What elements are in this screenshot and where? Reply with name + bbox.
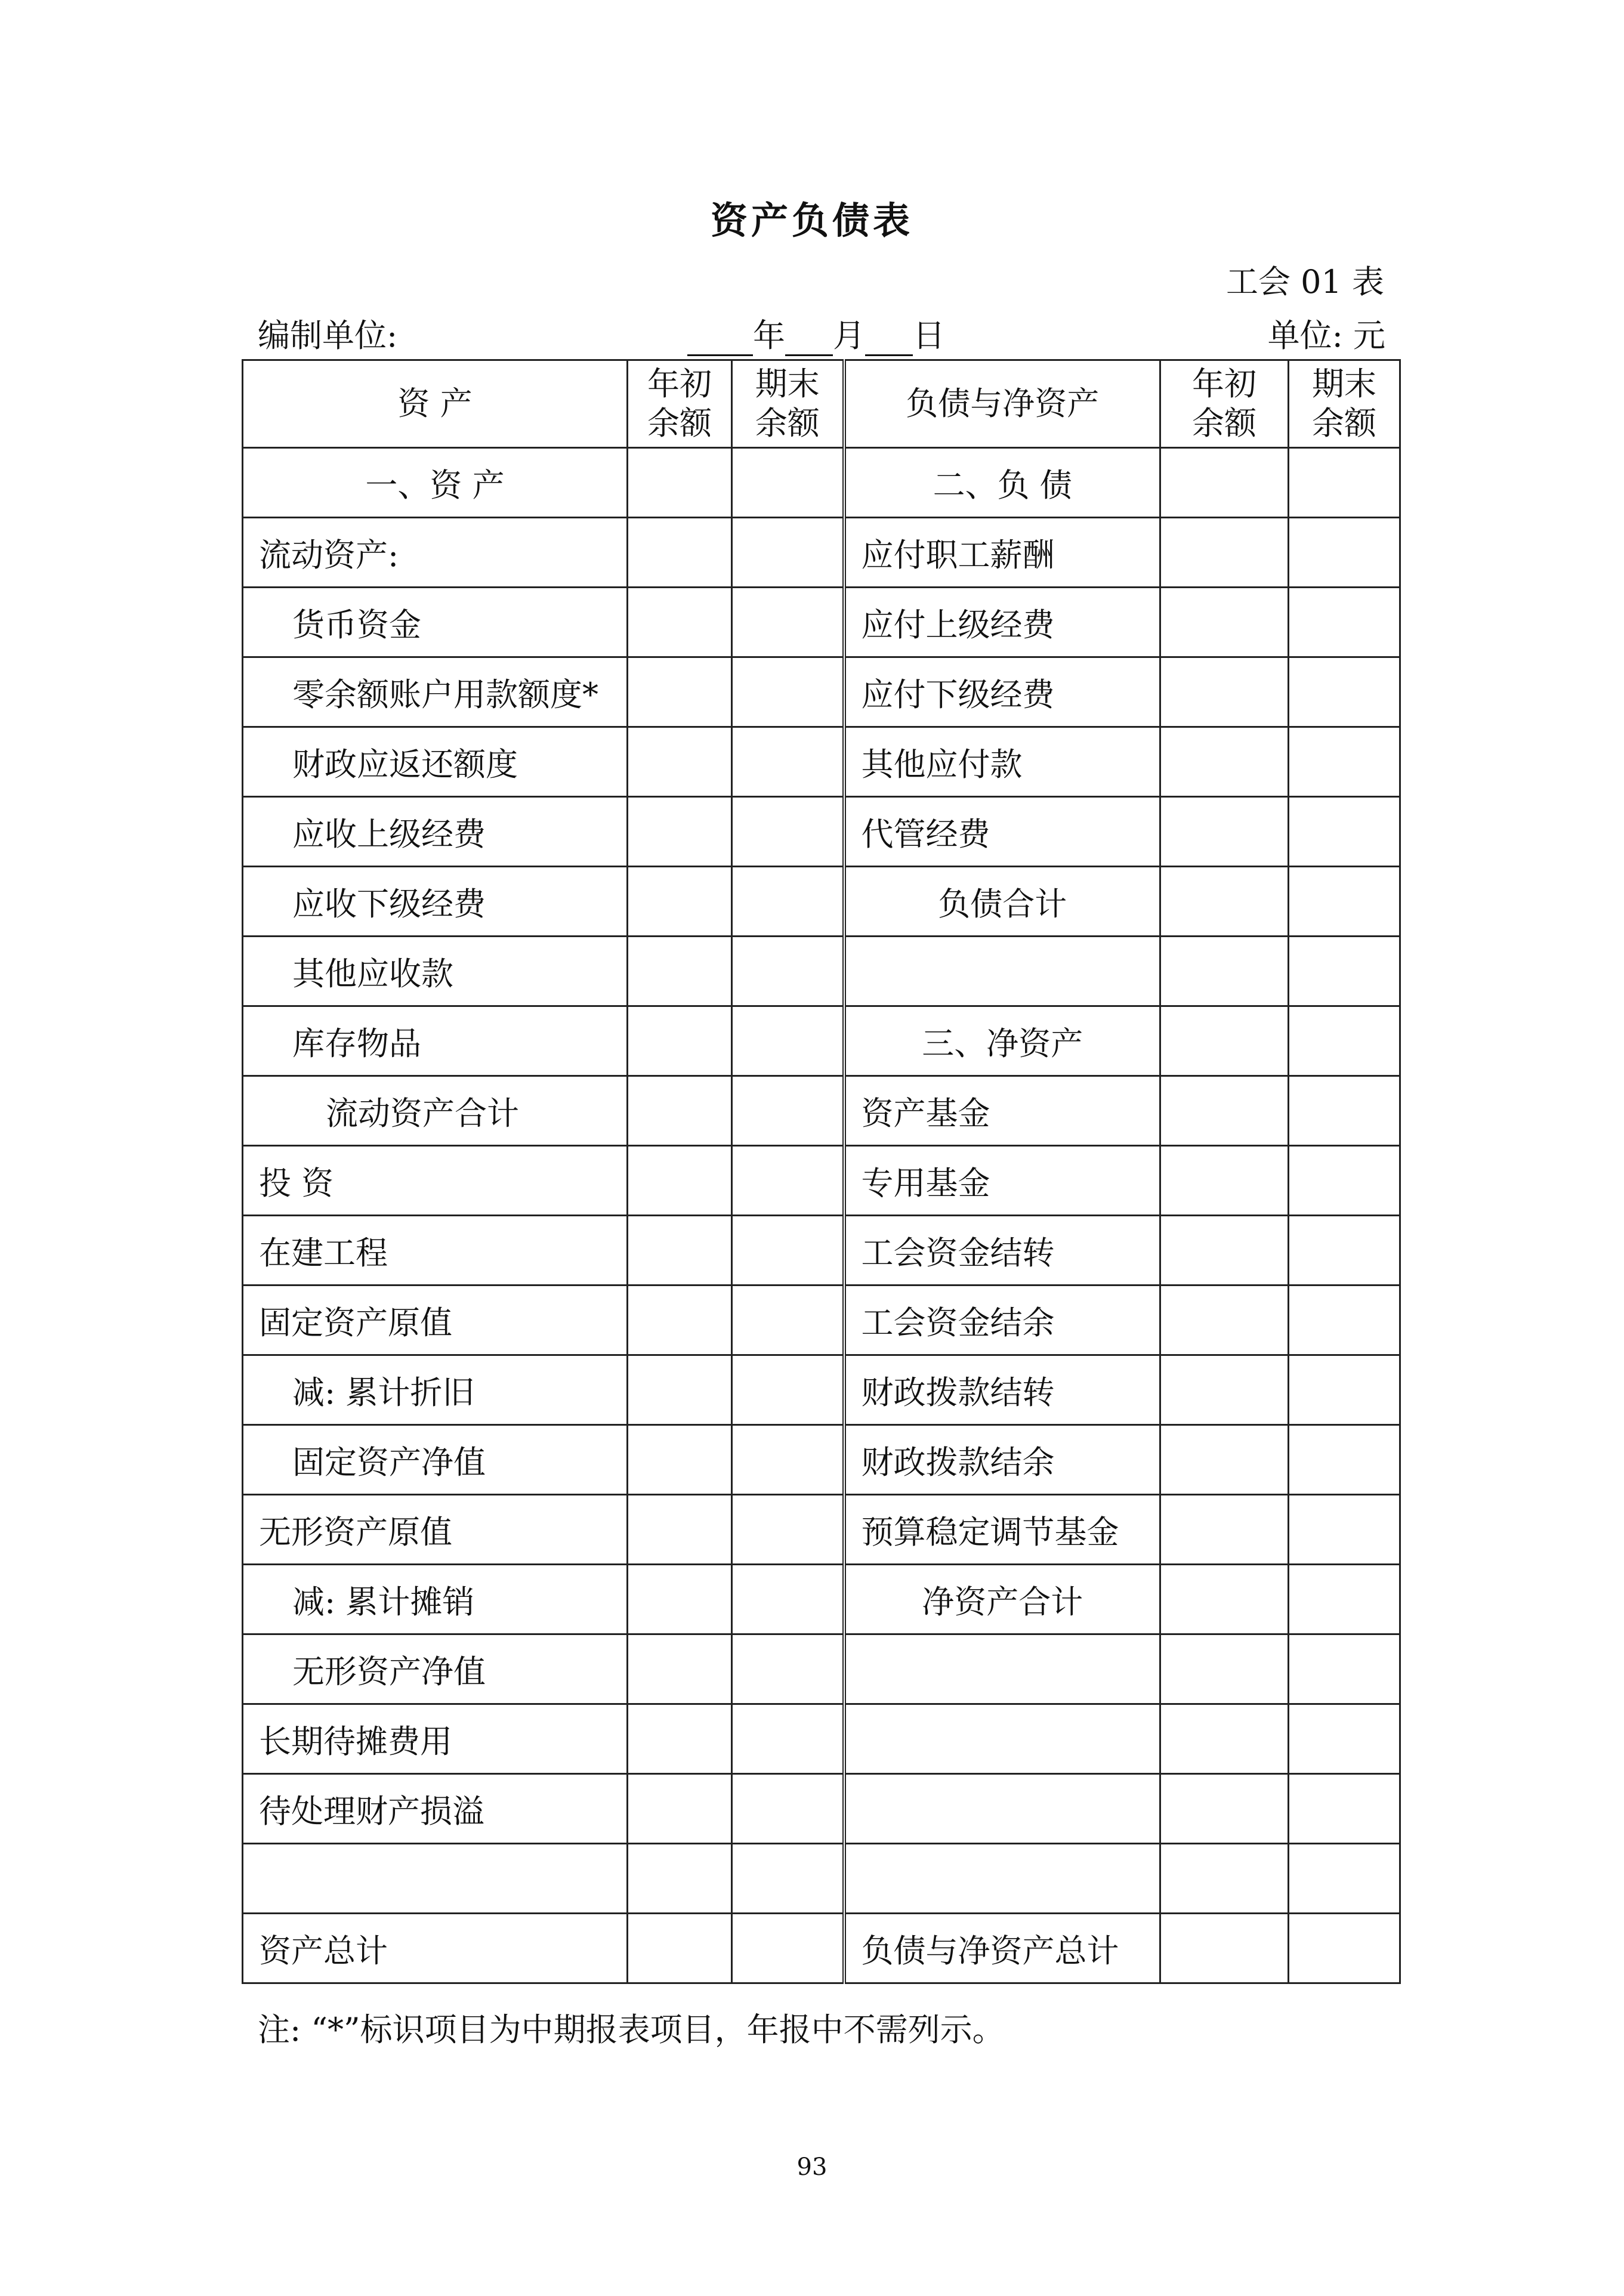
liability-item: 其他应付款 (844, 727, 1160, 797)
header-liabilities: 负债与净资产 (844, 360, 1160, 448)
table-row (243, 1355, 1400, 1425)
asset-begin-value (628, 797, 732, 867)
table-row (243, 1076, 1400, 1146)
liability-end-value (1289, 1425, 1400, 1495)
table-row (243, 1914, 1400, 1983)
liability-end-value (1289, 1914, 1400, 1983)
asset-end-value (732, 1425, 844, 1495)
header-begin-balance: 年初 余额 (628, 360, 732, 448)
table-row (243, 1844, 1400, 1914)
asset-end-value (732, 448, 844, 518)
table-row (243, 797, 1400, 867)
liability-end-value (1289, 448, 1400, 518)
table-row (243, 867, 1400, 937)
compiler-label: 编制单位: (258, 317, 398, 354)
asset-begin-value (628, 1704, 732, 1774)
liability-end-value (1289, 937, 1400, 1006)
asset-begin-value (628, 518, 732, 588)
liability-item: 负债合计 (844, 867, 1160, 937)
table-row (243, 1634, 1400, 1704)
liability-item: 财政拨款结转 (844, 1355, 1160, 1425)
asset-begin-value (628, 1844, 732, 1914)
asset-end-value (732, 867, 844, 937)
liability-begin-value (1160, 727, 1289, 797)
liability-item: 财政拨款结余 (844, 1425, 1160, 1495)
table-row (243, 518, 1400, 588)
liability-item (844, 937, 1160, 1006)
liability-begin-value (1160, 1146, 1289, 1216)
footnote: 注: “*”标识项目为中期报表项目，年报中不需列示。 (258, 2011, 1005, 2048)
liability-begin-value (1160, 518, 1289, 588)
asset-end-value (732, 1076, 844, 1146)
asset-begin-value (628, 1146, 732, 1216)
asset-begin-value (628, 1355, 732, 1425)
header-end-balance-2: 期末 余额 (1289, 360, 1400, 448)
form-code: 工会 01 表 (1225, 263, 1384, 301)
liability-begin-value (1160, 1495, 1289, 1565)
asset-end-value (732, 588, 844, 657)
asset-end-value (732, 518, 844, 588)
asset-begin-value (628, 1774, 732, 1844)
asset-item: 待处理财产损溢 (243, 1774, 628, 1844)
asset-item: 货币资金 (243, 588, 628, 657)
day-blank (865, 323, 913, 356)
liability-item: 工会资金结转 (844, 1216, 1160, 1285)
day-label: 日 (913, 317, 945, 354)
asset-begin-value (628, 867, 732, 937)
asset-item: 减: 累计折旧 (243, 1355, 628, 1425)
balance-sheet-table (242, 359, 1401, 1984)
asset-begin-value (628, 1914, 732, 1983)
liability-end-value (1289, 727, 1400, 797)
year-blank (687, 323, 753, 356)
liability-end-value (1289, 518, 1400, 588)
asset-begin-value (628, 1634, 732, 1704)
liability-begin-value (1160, 797, 1289, 867)
asset-begin-value (628, 1006, 732, 1076)
table-row (243, 1146, 1400, 1216)
page-number: 93 (796, 2153, 828, 2181)
table-row (243, 1495, 1400, 1565)
liability-item: 代管经费 (844, 797, 1160, 867)
liability-item: 应付下级经费 (844, 657, 1160, 727)
liability-begin-value (1160, 867, 1289, 937)
liability-item: 净资产合计 (844, 1565, 1160, 1634)
liability-begin-value (1160, 937, 1289, 1006)
asset-item: 其他应收款 (243, 937, 628, 1006)
asset-end-value (732, 937, 844, 1006)
liability-begin-value (1160, 1634, 1289, 1704)
liability-end-value (1289, 1076, 1400, 1146)
liability-begin-value (1160, 588, 1289, 657)
asset-begin-value (628, 1076, 732, 1146)
asset-end-value (732, 1844, 844, 1914)
liability-item: 工会资金结余 (844, 1285, 1160, 1355)
liability-begin-value (1160, 1704, 1289, 1774)
asset-item: 应收上级经费 (243, 797, 628, 867)
liability-end-value (1289, 1355, 1400, 1425)
liability-end-value (1289, 657, 1400, 727)
liability-item (844, 1774, 1160, 1844)
asset-end-value (732, 1914, 844, 1983)
liability-end-value (1289, 1006, 1400, 1076)
asset-begin-value (628, 1216, 732, 1285)
asset-item (243, 1844, 628, 1914)
liability-item: 负债与净资产总计 (844, 1914, 1160, 1983)
table-row (243, 1565, 1400, 1634)
liability-end-value (1289, 1146, 1400, 1216)
liability-end-value (1289, 1774, 1400, 1844)
liability-end-value (1289, 797, 1400, 867)
asset-item: 一、资 产 (243, 448, 628, 518)
asset-begin-value (628, 937, 732, 1006)
liability-begin-value (1160, 1076, 1289, 1146)
liability-end-value (1289, 1216, 1400, 1285)
liability-begin-value (1160, 1216, 1289, 1285)
asset-item: 库存物品 (243, 1006, 628, 1076)
asset-end-value (732, 1634, 844, 1704)
asset-begin-value (628, 1495, 732, 1565)
asset-item: 零余额账户用款额度* (243, 657, 628, 727)
asset-item: 流动资产: (243, 518, 628, 588)
table-row (243, 1704, 1400, 1774)
asset-begin-value (628, 1285, 732, 1355)
asset-item: 减: 累计摊销 (243, 1565, 628, 1634)
asset-end-value (732, 1565, 844, 1634)
liability-begin-value (1160, 448, 1289, 518)
asset-end-value (732, 797, 844, 867)
asset-item: 在建工程 (243, 1216, 628, 1285)
asset-item: 流动资产合计 (243, 1076, 628, 1146)
liability-begin-value (1160, 1565, 1289, 1634)
unit-label: 单位: 元 (1267, 317, 1385, 354)
asset-begin-value (628, 448, 732, 518)
liability-item: 二、负 债 (844, 448, 1160, 518)
table-row (243, 1006, 1400, 1076)
liability-begin-value (1160, 1914, 1289, 1983)
asset-item: 固定资产原值 (243, 1285, 628, 1355)
table-row (243, 727, 1400, 797)
table-row (243, 588, 1400, 657)
asset-end-value (732, 1355, 844, 1425)
liability-begin-value (1160, 1425, 1289, 1495)
liability-end-value (1289, 1844, 1400, 1914)
table-row (243, 1774, 1400, 1844)
liability-begin-value (1160, 1844, 1289, 1914)
asset-item: 应收下级经费 (243, 867, 628, 937)
asset-item: 固定资产净值 (243, 1425, 628, 1495)
liability-end-value (1289, 1634, 1400, 1704)
liability-begin-value (1160, 1006, 1289, 1076)
asset-begin-value (628, 1425, 732, 1495)
table-row (243, 448, 1400, 518)
asset-begin-value (628, 588, 732, 657)
liability-item: 专用基金 (844, 1146, 1160, 1216)
asset-end-value (732, 657, 844, 727)
asset-end-value (732, 1704, 844, 1774)
year-label: 年 (753, 317, 785, 354)
table-row (243, 657, 1400, 727)
liability-end-value (1289, 867, 1400, 937)
liability-item (844, 1704, 1160, 1774)
page-title: 资产负债表 (710, 199, 913, 242)
liability-item: 三、净资产 (844, 1006, 1160, 1076)
liability-item: 应付上级经费 (844, 588, 1160, 657)
liability-item (844, 1634, 1160, 1704)
asset-begin-value (628, 1565, 732, 1634)
liability-begin-value (1160, 1285, 1289, 1355)
liability-item (844, 1844, 1160, 1914)
asset-end-value (732, 1774, 844, 1844)
header-assets: 资 产 (243, 360, 628, 448)
table-row (243, 1425, 1400, 1495)
liability-end-value (1289, 1704, 1400, 1774)
asset-end-value (732, 1006, 844, 1076)
liability-begin-value (1160, 657, 1289, 727)
asset-end-value (732, 1216, 844, 1285)
liability-item: 应付职工薪酬 (844, 518, 1160, 588)
asset-begin-value (628, 727, 732, 797)
header-begin-balance-2: 年初 余额 (1160, 360, 1289, 448)
header-end-balance: 期末 余额 (732, 360, 844, 448)
asset-item: 财政应返还额度 (243, 727, 628, 797)
asset-end-value (732, 1495, 844, 1565)
asset-end-value (732, 727, 844, 797)
month-label: 月 (833, 317, 865, 354)
table-row (243, 937, 1400, 1006)
month-blank (785, 323, 833, 356)
asset-end-value (732, 1146, 844, 1216)
asset-end-value (732, 1285, 844, 1355)
liability-item: 资产基金 (844, 1076, 1160, 1146)
table-row (243, 1285, 1400, 1355)
liability-begin-value (1160, 1774, 1289, 1844)
asset-item: 无形资产原值 (243, 1495, 628, 1565)
asset-item: 资产总计 (243, 1914, 628, 1983)
asset-begin-value (628, 657, 732, 727)
meta-row (258, 310, 1385, 352)
header-row (243, 360, 1400, 448)
liability-end-value (1289, 1285, 1400, 1355)
liability-item: 预算稳定调节基金 (844, 1495, 1160, 1565)
table-row (243, 1216, 1400, 1285)
asset-item: 投 资 (243, 1146, 628, 1216)
liability-end-value (1289, 1495, 1400, 1565)
liability-begin-value (1160, 1355, 1289, 1425)
date-field (687, 310, 945, 356)
asset-item: 无形资产净值 (243, 1634, 628, 1704)
liability-end-value (1289, 588, 1400, 657)
asset-item: 长期待摊费用 (243, 1704, 628, 1774)
liability-end-value (1289, 1565, 1400, 1634)
